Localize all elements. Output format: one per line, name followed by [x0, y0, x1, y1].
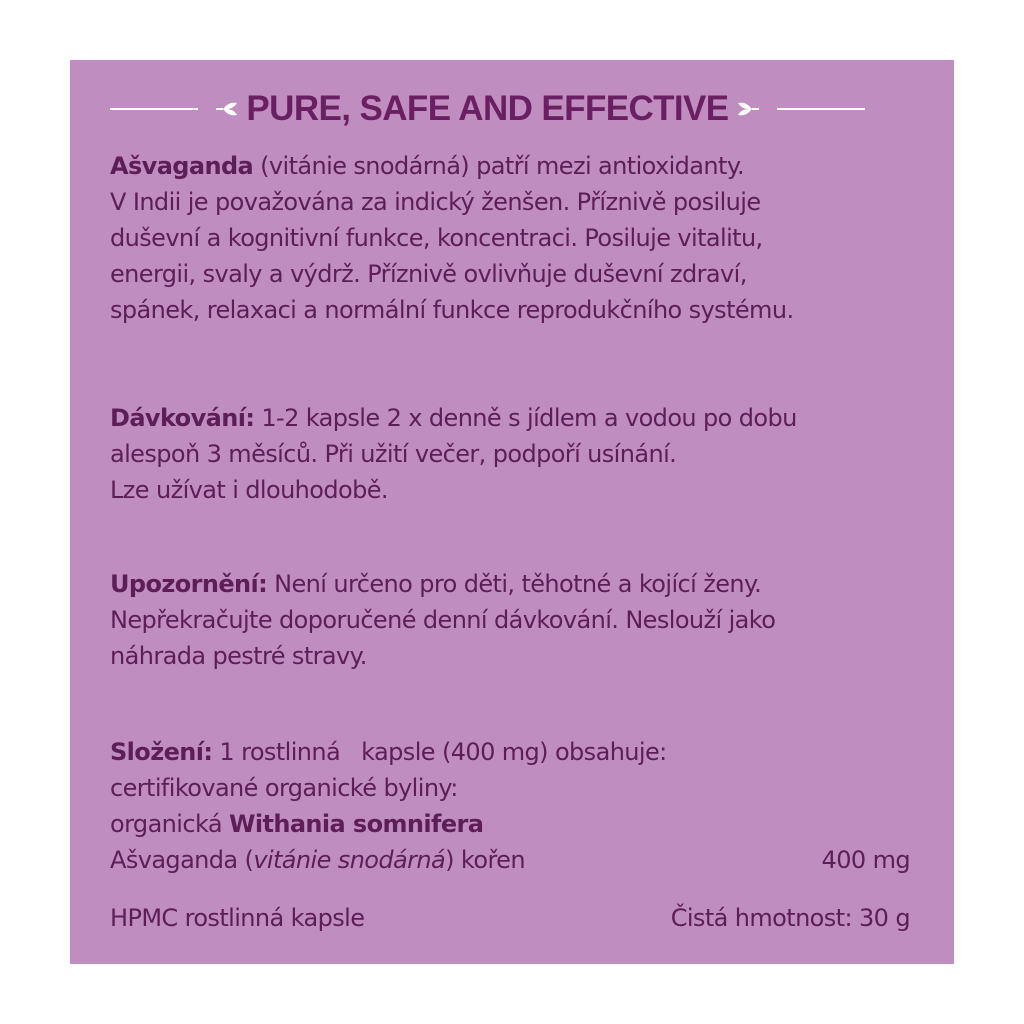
- product-name: Ašvaganda: [110, 152, 254, 180]
- composition-paragraph: Složení: 1 rostlinná kapsle (400 mg) obsahuje: certifikované organické byliny: organická Withania somnifera Ašvaganda (vitánie snodárná) kořen 400 mg: [110, 734, 910, 878]
- title-group: [210, 89, 764, 129]
- latin-name: Withania somnifera: [228, 810, 484, 838]
- right-leaf-icon: [736, 100, 760, 118]
- capsule-type: HPMC rostlinná kapsle: [110, 904, 365, 932]
- warning-paragraph: Upozornění: Není určeno pro děti, těhotné a kojící ženy. Nepřekračujte doporučené denní dávkování. Neslouží jako náhrada pestré stravy.: [110, 570, 776, 670]
- left-rule: [110, 108, 198, 110]
- net-weight: Čistá hmotnost: 30 g: [670, 904, 910, 932]
- composition-label: Složení:: [110, 738, 213, 766]
- dosage-label: Dávkování:: [110, 404, 255, 432]
- right-rule: [777, 108, 865, 110]
- page-title: PURE, SAFE AND EFFECTIVE: [246, 89, 729, 128]
- footer-row: [110, 900, 910, 936]
- warning-label: Upozornění:: [110, 570, 268, 598]
- description-paragraph: Ašvaganda (vitánie snodárná) patří mezi antioxidanty. V Indii je považována za indický ženšen. Příznivě posiluje duševní a kognitivní funkce, koncentraci. Posiluje vitalitu, energii, svaly a výdrž. Příznivě ovlivňuje duševní zdraví, spánek, relaxaci a normální funkce reprodukčního systému.: [110, 152, 794, 324]
- section-header: [110, 86, 865, 132]
- ingredient-amount: 400 mg: [821, 846, 910, 874]
- left-leaf-icon: [215, 100, 239, 118]
- dosage-paragraph: Dávkování: 1-2 kapsle 2 x denně s jídlem a vodou po dobu alespoň 3 měsíců. Při užití večer, podpoří usínání. Lze užívat i dlouhodobě.: [110, 404, 797, 504]
- ingredient-row: Ašvaganda (vitánie snodárná) kořen 400 mg: [110, 842, 910, 878]
- info-panel: [70, 60, 954, 964]
